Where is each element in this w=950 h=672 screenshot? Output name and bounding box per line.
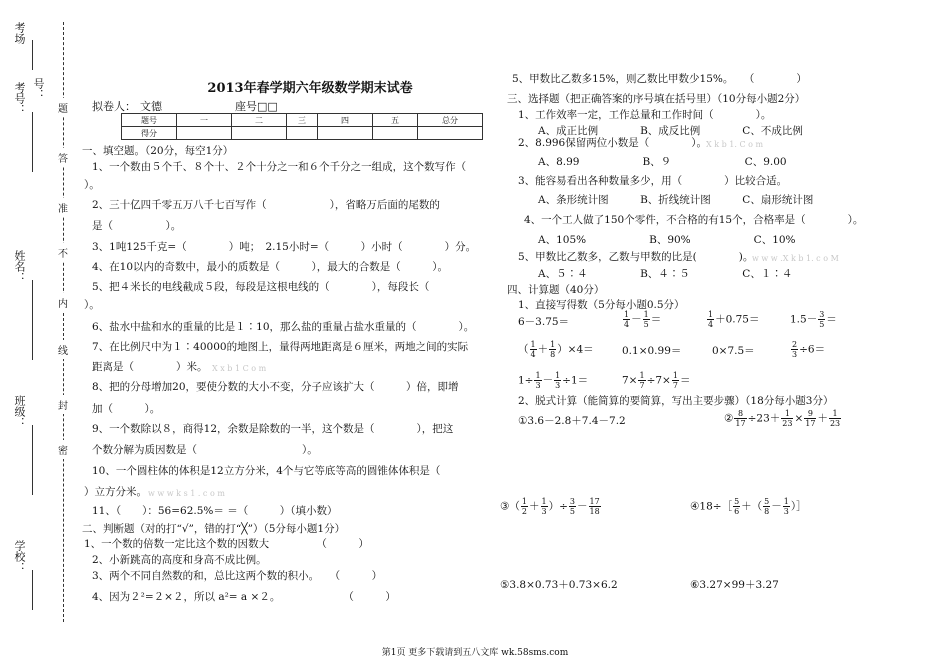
choice-3-options: A、条形统计图 B、折线统计图 C、扇形统计图	[538, 194, 814, 206]
question-1: 1、一个数由５个千、８个十、２个十分之一和６个千分之一组成，这个数写作（	[92, 161, 467, 173]
watermark: w w w .X k b 1. c o M	[752, 254, 839, 263]
calc-item: 6－3.75＝	[518, 316, 570, 328]
watermark: X k b 1. C o m	[706, 140, 764, 149]
choice-5-options: A、５∶４ B、４∶５ C、１∶４	[538, 268, 793, 280]
margin-underline-kaochang	[32, 40, 33, 70]
seal-char: 内	[58, 293, 68, 312]
score-cell[interactable]	[177, 127, 232, 140]
score-cell: 三	[287, 114, 318, 127]
choice-1-options: A、成正比例 B、成反比例 C、不成比例	[538, 125, 803, 137]
author-name: 文德	[140, 100, 162, 113]
question-5-cont: ）。	[84, 299, 100, 311]
question-5: 5、把４米长的电线截成５段，每段是这根电线的（ ），每段长（	[92, 281, 430, 293]
watermark: X x b 1 C o m	[212, 364, 267, 373]
expression-6: ⑥3.27×99＋3.27	[690, 579, 779, 591]
calc-item: 1.5－ $\frac{3}{5}$ ＝	[790, 310, 837, 329]
part-2-title: 2、脱式计算（能简算的要简算，写出主要步骤）（18分每小题3分）	[518, 395, 834, 407]
calc-text: 1.5－	[790, 313, 818, 326]
expression-2: ② $\frac{8}{17}$ ÷23＋ $\frac{1}{23}$ × $\frac{9}{17}$ ＋ $\frac{1}{23}$	[724, 409, 841, 428]
score-cell[interactable]	[287, 127, 318, 140]
judge-1: 1、一个数的倍数一定比这个数的因数大 （ ）	[84, 538, 369, 550]
calc-item: 1÷ $\frac{1}{3}$ － $\frac{1}{3}$ ÷1＝	[518, 371, 589, 390]
choice-3: 3、能容易看出各种数量多少，用（ ）比较合适。	[518, 175, 788, 187]
question-10-cont: ）立方分米。	[84, 486, 147, 498]
expression-5: ⑤3.8×0.73＋0.73×6.2	[500, 579, 618, 591]
score-cell: 五	[373, 114, 418, 127]
exam-title: 2013年春学期六年级数学期末试卷	[207, 81, 413, 96]
choice-5: 5、甲数比乙数多，乙数与甲数的比是( )。	[518, 251, 754, 263]
section-4-title: 四、计算题（40分）	[507, 284, 605, 296]
question-7-cont: 距离是（ ）米。	[92, 361, 208, 373]
judge-5: 5、甲数比乙数多15%，则乙数比甲数少15%。 （ ）	[512, 73, 807, 85]
question-9-cont: 个数分解为质因数是（ ）。	[92, 444, 318, 456]
score-cell: 二	[232, 114, 287, 127]
seat-number: 座号□□	[235, 100, 278, 113]
score-cell[interactable]	[232, 127, 287, 140]
question-4: 4、在10以内的奇数中，最小的质数是（ ），最大的合数是（ ）。	[92, 261, 449, 273]
section-3-title: 三、选择题（把正确答案的序号填在括号里）（10分每小题2分）	[507, 93, 806, 105]
score-cell: 得分	[122, 127, 177, 140]
seal-char: 题	[58, 98, 68, 117]
calc-item: $\frac{1}{4}$ － $\frac{1}{5}$ ＝	[624, 310, 662, 329]
author-line	[92, 98, 166, 114]
margin-underline-banji	[32, 425, 33, 495]
margin-banji: 班级：	[13, 395, 26, 428]
question-3: 3、1吨125千克=（ ）吨； 2.15小时=（ ）小时（ ）分。	[92, 241, 477, 253]
margin-underline-xuexiao	[32, 570, 33, 610]
calc-item: （ $\frac{1}{4}$ ＋ $\frac{1}{8}$ ）×4＝	[518, 340, 594, 359]
question-6: 6、盐水中盐和水的重量的比是１∶10，那么盐的重量占盐水重量的（ ）。	[92, 321, 475, 333]
question-2-cont: 是（ ）。	[92, 220, 182, 232]
question-2: 2、三十亿四千零五万八千七百写作（ ），省略万后面的尾数的	[92, 199, 440, 211]
score-table	[121, 113, 483, 140]
seal-char: 线	[58, 340, 68, 359]
section-1-title: 一、填空题。（20分，每空1分）	[82, 145, 234, 157]
judge-3: 3、两个不同自然数的和，总比这两个数的积小。 （ ）	[92, 570, 383, 582]
calc-item: $\frac{2}{3}$ ÷6＝	[792, 340, 826, 359]
judge-4: 4、因为２²=２×２，所以 a²= a ×２。 （ ）	[92, 591, 396, 603]
choice-2: 2、8.996保留两位小数是（ ）。	[518, 137, 707, 149]
margin-hao: 号：	[32, 78, 45, 100]
seal-char: 不	[58, 243, 68, 262]
question-10: 10、一个圆柱体的体积是12立方分米，4个与它等底等高的圆锥体体积是（	[92, 465, 441, 477]
score-cell[interactable]	[318, 127, 373, 140]
expression-4: ④18÷［ $\frac{5}{6}$ ＋（ $\frac{5}{8}$ － $\frac{1}{3}$ ）］	[690, 497, 807, 516]
margin-kaochang: 考场	[13, 22, 26, 44]
score-table-score-row	[122, 127, 483, 140]
expression-3: ③（ $\frac{1}{2}$ ＋ $\frac{1}{3}$ ）÷ $\frac{3}{5}$ － $\frac{17}{18}$	[500, 497, 600, 516]
choice-2-options: A、8.99 B、９ C、9.00	[538, 156, 787, 168]
score-cell: 题号	[122, 114, 177, 127]
calc-item: 0×7.5＝	[712, 345, 755, 357]
seal-char: 准	[58, 198, 68, 217]
score-cell: 一	[177, 114, 232, 127]
page-footer: 第1页 更多下载请到五八文库 wk.58sms.com	[381, 648, 569, 658]
margin-underline-kaohao	[32, 112, 33, 172]
part-1-title: 1、直接写得数（5分每小题0.5分）	[518, 299, 685, 311]
score-table-header-row	[122, 114, 483, 127]
score-cell: 总分	[418, 114, 483, 127]
seal-char: 封	[58, 395, 68, 414]
watermark: w w w k s 1 . c o m	[148, 489, 225, 498]
expression-1: ①3.6－2.8＋7.4－7.2	[518, 415, 626, 427]
choice-4-options: A、105% B、90% C、10%	[538, 234, 796, 246]
calc-item: $\frac{1}{4}$ ＋0.75＝	[708, 310, 760, 329]
section-2-title: 二、判断题（对的打“√”，错的打“╳”）（5分每小题1分）	[82, 523, 346, 535]
question-7: 7、在比例尺中为１∶40000的地图上，量得两地距离是６厘米，两地之间的实际	[92, 341, 469, 353]
margin-xingming: 姓名：	[13, 250, 26, 283]
calc-item: 0.1×0.99＝	[622, 345, 682, 357]
judge-2: 2、小新跳高的高度和身高不成比例。	[92, 554, 267, 566]
question-11: 11、（ ）：56=62.5%＝ ＝（ ）（填小数）	[92, 505, 338, 517]
author-label: 拟卷人：	[92, 100, 136, 113]
margin-kaohao: 考号：	[13, 82, 26, 115]
question-8: 8、把的分母增加20，要使分数的大小不变，分子应该扩大（ ）倍，即增	[92, 381, 459, 393]
calc-item: 7× $\frac{1}{7}$ ÷7× $\frac{1}{7}$ ＝	[622, 371, 691, 390]
margin-underline-xingming	[32, 280, 33, 360]
question-1-cont: ）。	[84, 179, 100, 191]
score-cell[interactable]	[373, 127, 418, 140]
question-8-cont: 加（ ）。	[92, 403, 161, 415]
seal-char: 密	[58, 440, 68, 459]
choice-4: 4、一个工人做了150个零件，不合格的有15个，合格率是（ ）。	[524, 214, 864, 226]
choice-1: 1、工作效率一定，工作总量和工作时间（ ）。	[518, 109, 772, 121]
score-cell: 四	[318, 114, 373, 127]
question-9: 9、一个数除以８，商得12，余数是除数的一半，这个数是（ ），把这	[92, 423, 454, 435]
score-cell[interactable]	[418, 127, 483, 140]
margin-xuexiao: 学校：	[13, 540, 26, 573]
seal-char: 答	[58, 148, 68, 167]
